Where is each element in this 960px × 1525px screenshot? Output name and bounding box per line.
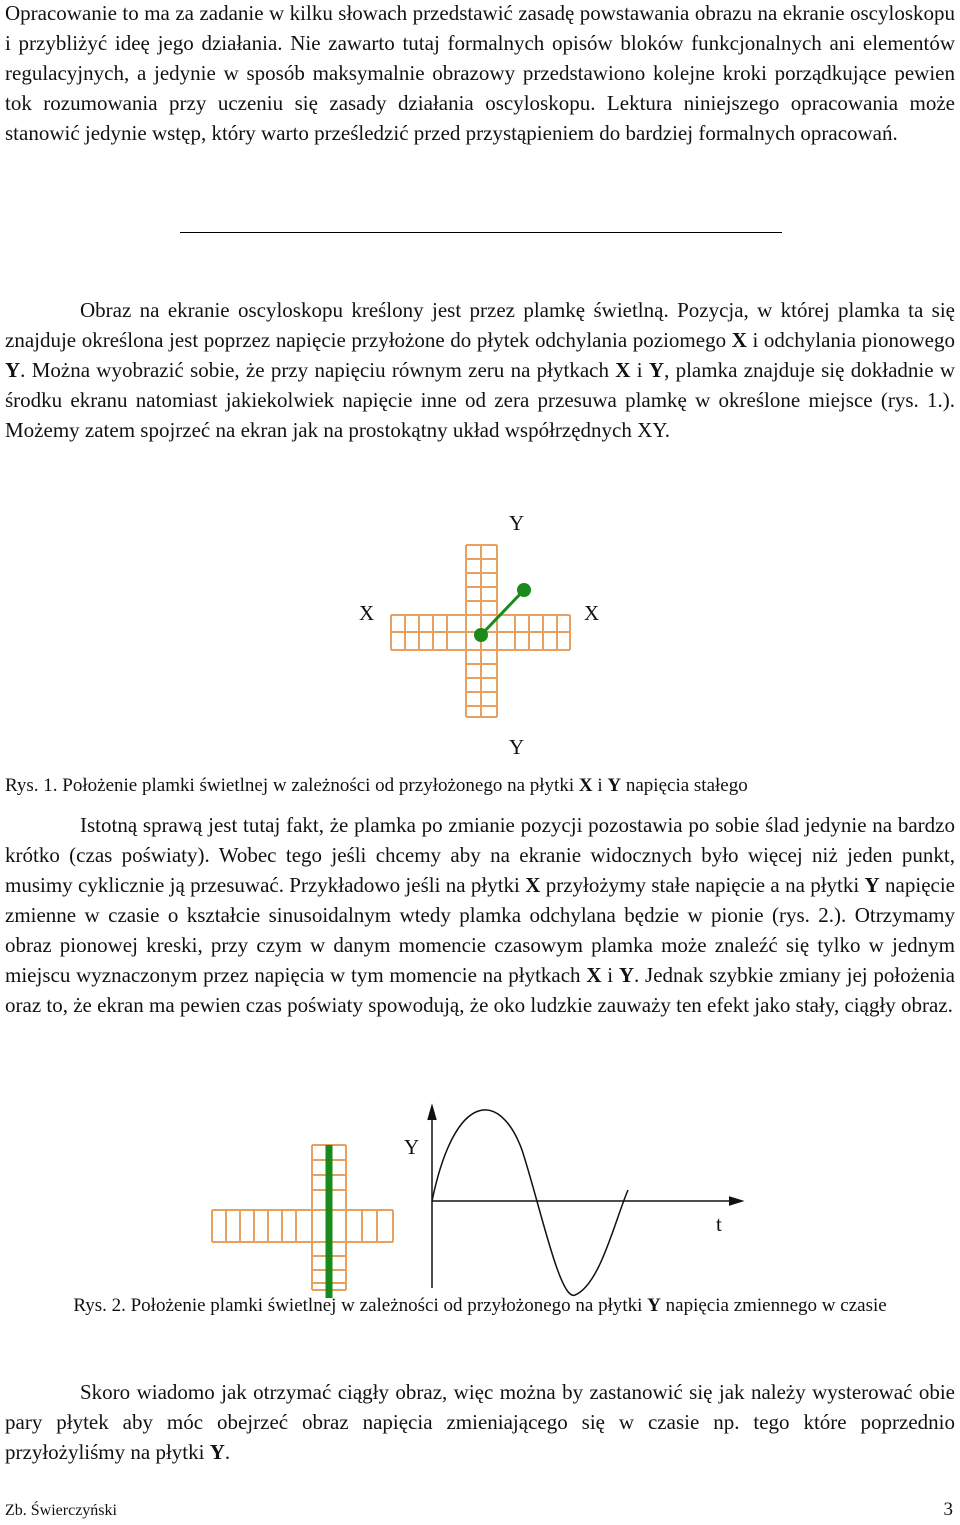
time-plot-axes (428, 1106, 742, 1288)
spot-displacement-line (481, 590, 524, 635)
figure-1-caption: Rys. 1. Położenie plamki świetlnej w zależności od przyłożonego na płytki X i Y napięcia stałego (5, 775, 748, 796)
paragraph-spot: Obraz na ekranie oscyloskopu kreślony jest przez plamkę świetlną. Pozycja, w której plamka ta się znajduje określona jest poprzez napięcie przyłożone do płytek odchylania poziomego X i odchylania pionowego Y. Można wyobrazić sobie, że przy napięciu równym zeru na płytkach X i Y, plamka znajduje się dokładnie w środku ekranu natomiast jakiekolwiek napięcie inne od zera przesuwa plamkę w określone miejsce (rys. 1.). Możemy zatem spojrzeć na ekran jak na prostokątny układ współrzędnych XY. (5, 298, 955, 442)
page-number: 3 (943, 1499, 953, 1520)
figure-2-diagram (0, 1090, 960, 1300)
label-x-left: X (359, 601, 375, 625)
spot-displaced (517, 583, 531, 597)
label-y-bottom: Y (509, 735, 525, 759)
footer-author: Zb. Świerczyński (5, 1502, 117, 1519)
label-x-right: X (584, 601, 600, 625)
grid-cross-2 (212, 1145, 393, 1290)
sine-wave (432, 1110, 628, 1295)
spot-origin (474, 628, 488, 642)
paragraph-continuous-image: Skoro wiadomo jak otrzymać ciągły obraz, więc można by zastanowić się jak należy wysterować obie pary płytek aby móc obejrzeć obraz napięcia zmieniającego się w czasie np. tego które poprzednio przyłożyliśmy na płytki Y. (5, 1380, 955, 1464)
label-t: t (716, 1212, 722, 1236)
figure-2-caption: Rys. 2. Położenie plamki świetlnej w zależności od przyłożonego na płytki Y napięcia zmiennego w czasie (73, 1295, 887, 1316)
label-y-top: Y (509, 511, 525, 535)
paragraph-afterglow: Istotną sprawą jest tutaj fakt, że plamka po zmianie pozycji pozostawia po sobie ślad jedynie na bardzo krótko (czas poświaty). Wobec tego jeśli chcemy aby na ekranie widocznych było więcej niż jeden punkt, musimy cyklicznie ją przesuwać. Przykładowo jeśli na płytki X przyłożymy stałe napięcie a na płytki Y napięcie zmienne w czasie o kształcie sinusoidalnym wtedy plamka odchylana będzie w pionie (rys. 2.). Otrzymamy obraz pionowej kreski, przy czym w danym momencie czasowym plamka może znaleźć się tylko w jednym miejscu wyznaczonym przez napięcia w tym momencie na płytkach X i Y. Jednak szybkie zmiany jej położenia oraz to, że ekran ma pewien czas poświaty spowodują, że oko ludzkie zauważy ten efekt jako stały, ciągły obraz. (5, 813, 955, 1017)
intro-paragraph: Opracowanie to ma za zadanie w kilku słowach przedstawić zasadę powstawania obrazu na ekranie oscyloskopu i przybliżyć ideę jego działania. Nie zawarto tutaj formalnych opisów bloków funkcjonalnych ani elementów regulacyjnych, a jedynie w sposób maksymalnie obrazowy przedstawiono kolejne kroki porządkujące pewien tok rozumowania przy uczeniu się zasady działania oscyloskopu. Lektura niniejszego opracowania może stanowić jedynie wstęp, który warto prześledzić przed przystąpieniem do bardziej formalnych opracowań. (5, 1, 955, 145)
label-y: Y (404, 1135, 420, 1159)
